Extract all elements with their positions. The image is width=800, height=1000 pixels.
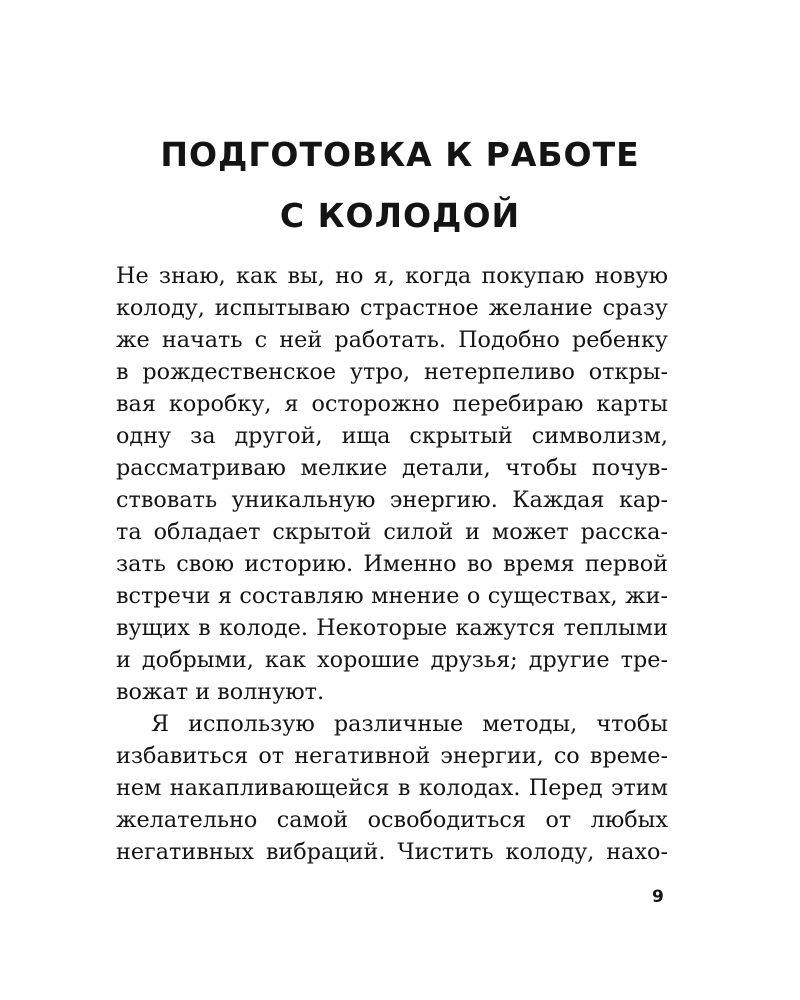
paragraph-1 bbox=[116, 260, 668, 708]
text-line: избавиться от негативной энергии, со време- bbox=[116, 743, 668, 769]
text-line: вущих в колоде. Некоторые кажутся теплыми bbox=[116, 615, 668, 641]
text-line: зать свою историю. Именно во время первой bbox=[116, 551, 668, 577]
text-line: желательно самой освободиться от любых bbox=[116, 807, 668, 833]
chapter-title-line-2: С КОЛОДОЙ bbox=[279, 196, 521, 235]
text-line: же начать с ней работать. Подобно ребенку bbox=[116, 327, 668, 353]
paragraph-2 bbox=[116, 708, 668, 868]
text-line: Я использую различные методы, чтобы bbox=[151, 711, 668, 737]
text-line: та обладает скрытой силой и может расска- bbox=[116, 519, 668, 545]
text-line: и добрыми, как хорошие друзья; другие тре- bbox=[116, 647, 668, 673]
text-line: в рождественское утро, нетерпеливо откры- bbox=[116, 359, 668, 385]
text-line: вожат и волнуют. bbox=[116, 679, 325, 705]
chapter-title-line-1: ПОДГОТОВКА К РАБОТЕ bbox=[160, 135, 640, 174]
text-line: нем накапливающейся в колодах. Перед этим bbox=[116, 775, 668, 801]
text-line: Не знаю, как вы, но я, когда покупаю новую bbox=[116, 263, 668, 289]
text-line: рассматриваю мелкие детали, чтобы почув- bbox=[116, 455, 668, 481]
text-line: негативных вибраций. Чистить колоду, нахо- bbox=[116, 839, 668, 865]
text-line: колоду, испытываю страстное желание сразу bbox=[116, 295, 668, 321]
page-number: 9 bbox=[652, 887, 664, 907]
text-line: одну за другой, ища скрытый символизм, bbox=[116, 423, 668, 449]
text-line: встречи я составляю мнение о существах, жи- bbox=[116, 583, 668, 609]
text-line: ствовать уникальную энергию. Каждая кар- bbox=[116, 487, 668, 513]
text-line: вая коробку, я осторожно перебираю карты bbox=[116, 391, 668, 417]
body-text bbox=[116, 260, 668, 868]
